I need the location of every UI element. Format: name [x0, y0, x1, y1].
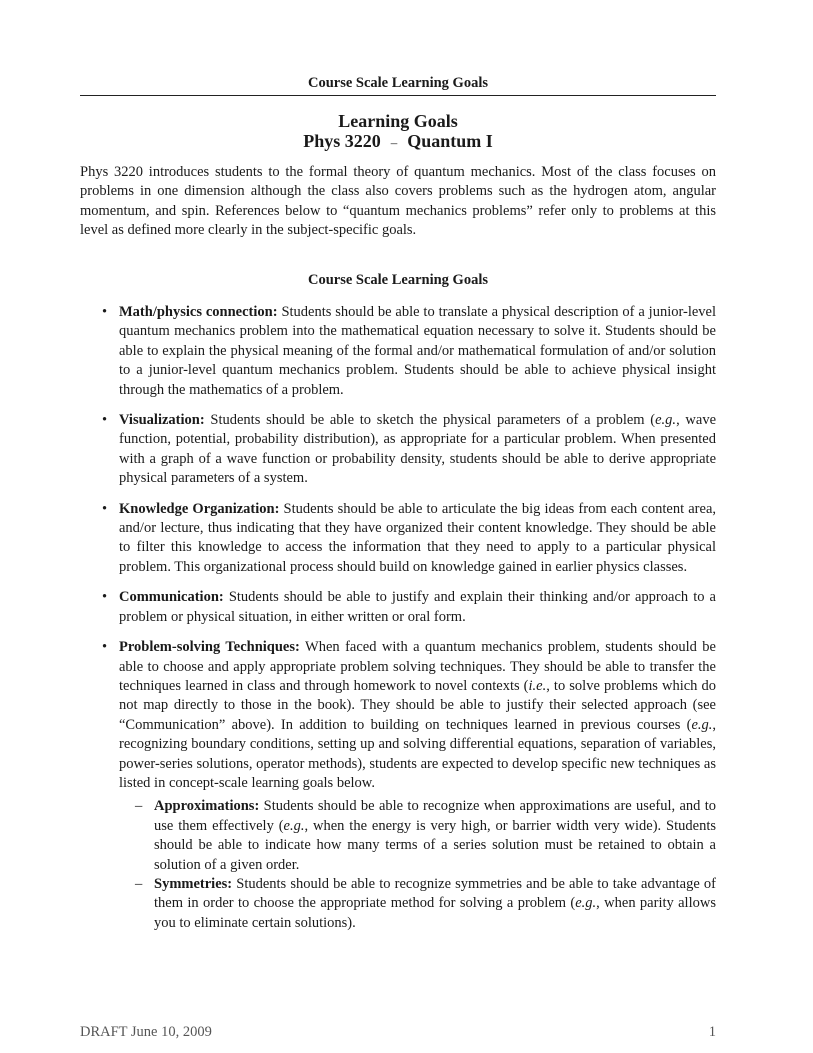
goal-text: Students should be able to sketch the physical parameters of a problem (: [210, 412, 656, 429]
goal-text: Students should be able to justify and explain their thinking and/or approach to a problem or physical situation, in either written or oral form.: [119, 589, 716, 625]
dash-bullet-icon: –: [135, 875, 143, 892]
goal-label: Math/physics connection:: [119, 304, 278, 320]
course-code: Phys 3220: [303, 131, 381, 151]
subgoals-list: [119, 797, 716, 933]
header-divider: [80, 95, 716, 96]
goal-label: Knowledge Organization:: [119, 500, 280, 517]
goal-abbrev: i.e.: [528, 677, 547, 694]
section-heading: Course Scale Learning Goals: [307, 272, 489, 288]
subgoal-item-symmetries: [119, 875, 716, 933]
subgoal-label: Approximations:: [154, 798, 260, 815]
running-header: Course Scale Learning Goals: [307, 75, 489, 91]
course-name: Quantum I: [407, 131, 493, 151]
subgoal-text: , when parity allows you to eliminate certain solutions).: [154, 895, 716, 931]
subgoal-text: , when the energy is very high, or barrier width very wide). Students should be able to indicate how many terms of a series solution must be retained to obtain a solution of a given order.: [154, 817, 717, 873]
goal-text: Students should be able to translate a physical description of a junior-level quantum mechanics problem into the mathematical equation necessary to solve it. Students should be able to explain the physical meaning of the formal and/or mathematical formulation of and/or solution to a junior-level quantum mechanics problem. Students should be able to achieve physical insight through the mathematics of a problem.: [119, 304, 717, 398]
subgoal-abbrev: e.g.: [283, 817, 305, 834]
goal-text: When faced with a quantum mechanics problem, students should be able to choose and apply appropriate problem solving techniques. They should be able to transfer the techniques learned in class and through homework to novel contexts (: [119, 639, 716, 694]
subgoal-item-approximations: [119, 797, 716, 875]
bullet-icon: •: [102, 500, 108, 517]
goal-text: , recognizing boundary conditions, setting up and solving differential equations, separation of variables, power-series solutions, operator methods), students are expected to develop specific new techniques as listed in concept-scale learning goals below.: [119, 716, 716, 791]
subgoal-label: Symmetries:: [154, 875, 233, 892]
dash-bullet-icon: –: [135, 798, 143, 815]
bullet-icon: •: [102, 639, 108, 656]
goal-abbrev: e.g.: [691, 716, 713, 733]
goal-item-visualization: [80, 411, 716, 489]
goals-list: [80, 303, 716, 944]
intro-paragraph: Phys 3220 introduces students to the formal theory of quantum mechanics. Most of the class focuses on problems in one dimension although the class also covers problems such as the hydrogen atom, angular momentum, and spin. References below to “quantum mechanics problems” refer only to problems at this level as defined more clearly in the subject-specific goals.: [80, 164, 716, 239]
goal-label: Communication:: [119, 589, 224, 606]
goal-item-communication: [80, 588, 716, 627]
title-line2: [80, 131, 716, 153]
title-separator: –: [390, 135, 398, 150]
subgoal-text: Students should be able to recognize when approximations are useful, and to use them effectively (: [154, 798, 716, 834]
bullet-icon: •: [102, 589, 108, 606]
footer-draft-date: DRAFT June 10, 2009: [80, 1024, 212, 1040]
footer-page-number: 1: [708, 1024, 716, 1040]
subgoal-abbrev: e.g.: [575, 895, 597, 912]
goal-label: Problem-solving Techniques:: [119, 639, 300, 656]
title-line1: Learning Goals: [338, 111, 458, 131]
goal-abbrev: e.g.: [655, 412, 677, 429]
goal-label: Visualization:: [119, 412, 205, 429]
goal-text: , to solve problems which do not map directly to those in the book). They should be able to justify their selected approach (see “Communication” above). In addition to building on techniques learned in previous courses (: [119, 677, 716, 733]
document-title: [80, 111, 716, 153]
bullet-icon: •: [102, 304, 108, 320]
goal-text: , wave function, potential, probability distribution), as appropriate for a particular problem. When presented with a graph of a wave function or probability density, students should be able to derive appropriate physical parameters of a system.: [119, 412, 717, 487]
goal-item-math-physics: [80, 303, 716, 400]
subgoal-text: Students should be able to recognize symmetries and be able to take advantage of them in order to choose the appropriate method for solving a problem (: [154, 875, 716, 912]
goal-item-problem-solving: [80, 638, 716, 933]
goal-item-knowledge-organization: [80, 500, 716, 578]
goal-text: Students should be able to articulate the big ideas from each content area, and/or lecture, thus indicating that they have organized their content knowledge. They should be able to filter this knowledge to access the information that they need to apply to a particular physical problem. This organizational process should build on knowledge gained in earlier physics classes.: [119, 500, 717, 575]
bullet-icon: •: [102, 412, 108, 429]
